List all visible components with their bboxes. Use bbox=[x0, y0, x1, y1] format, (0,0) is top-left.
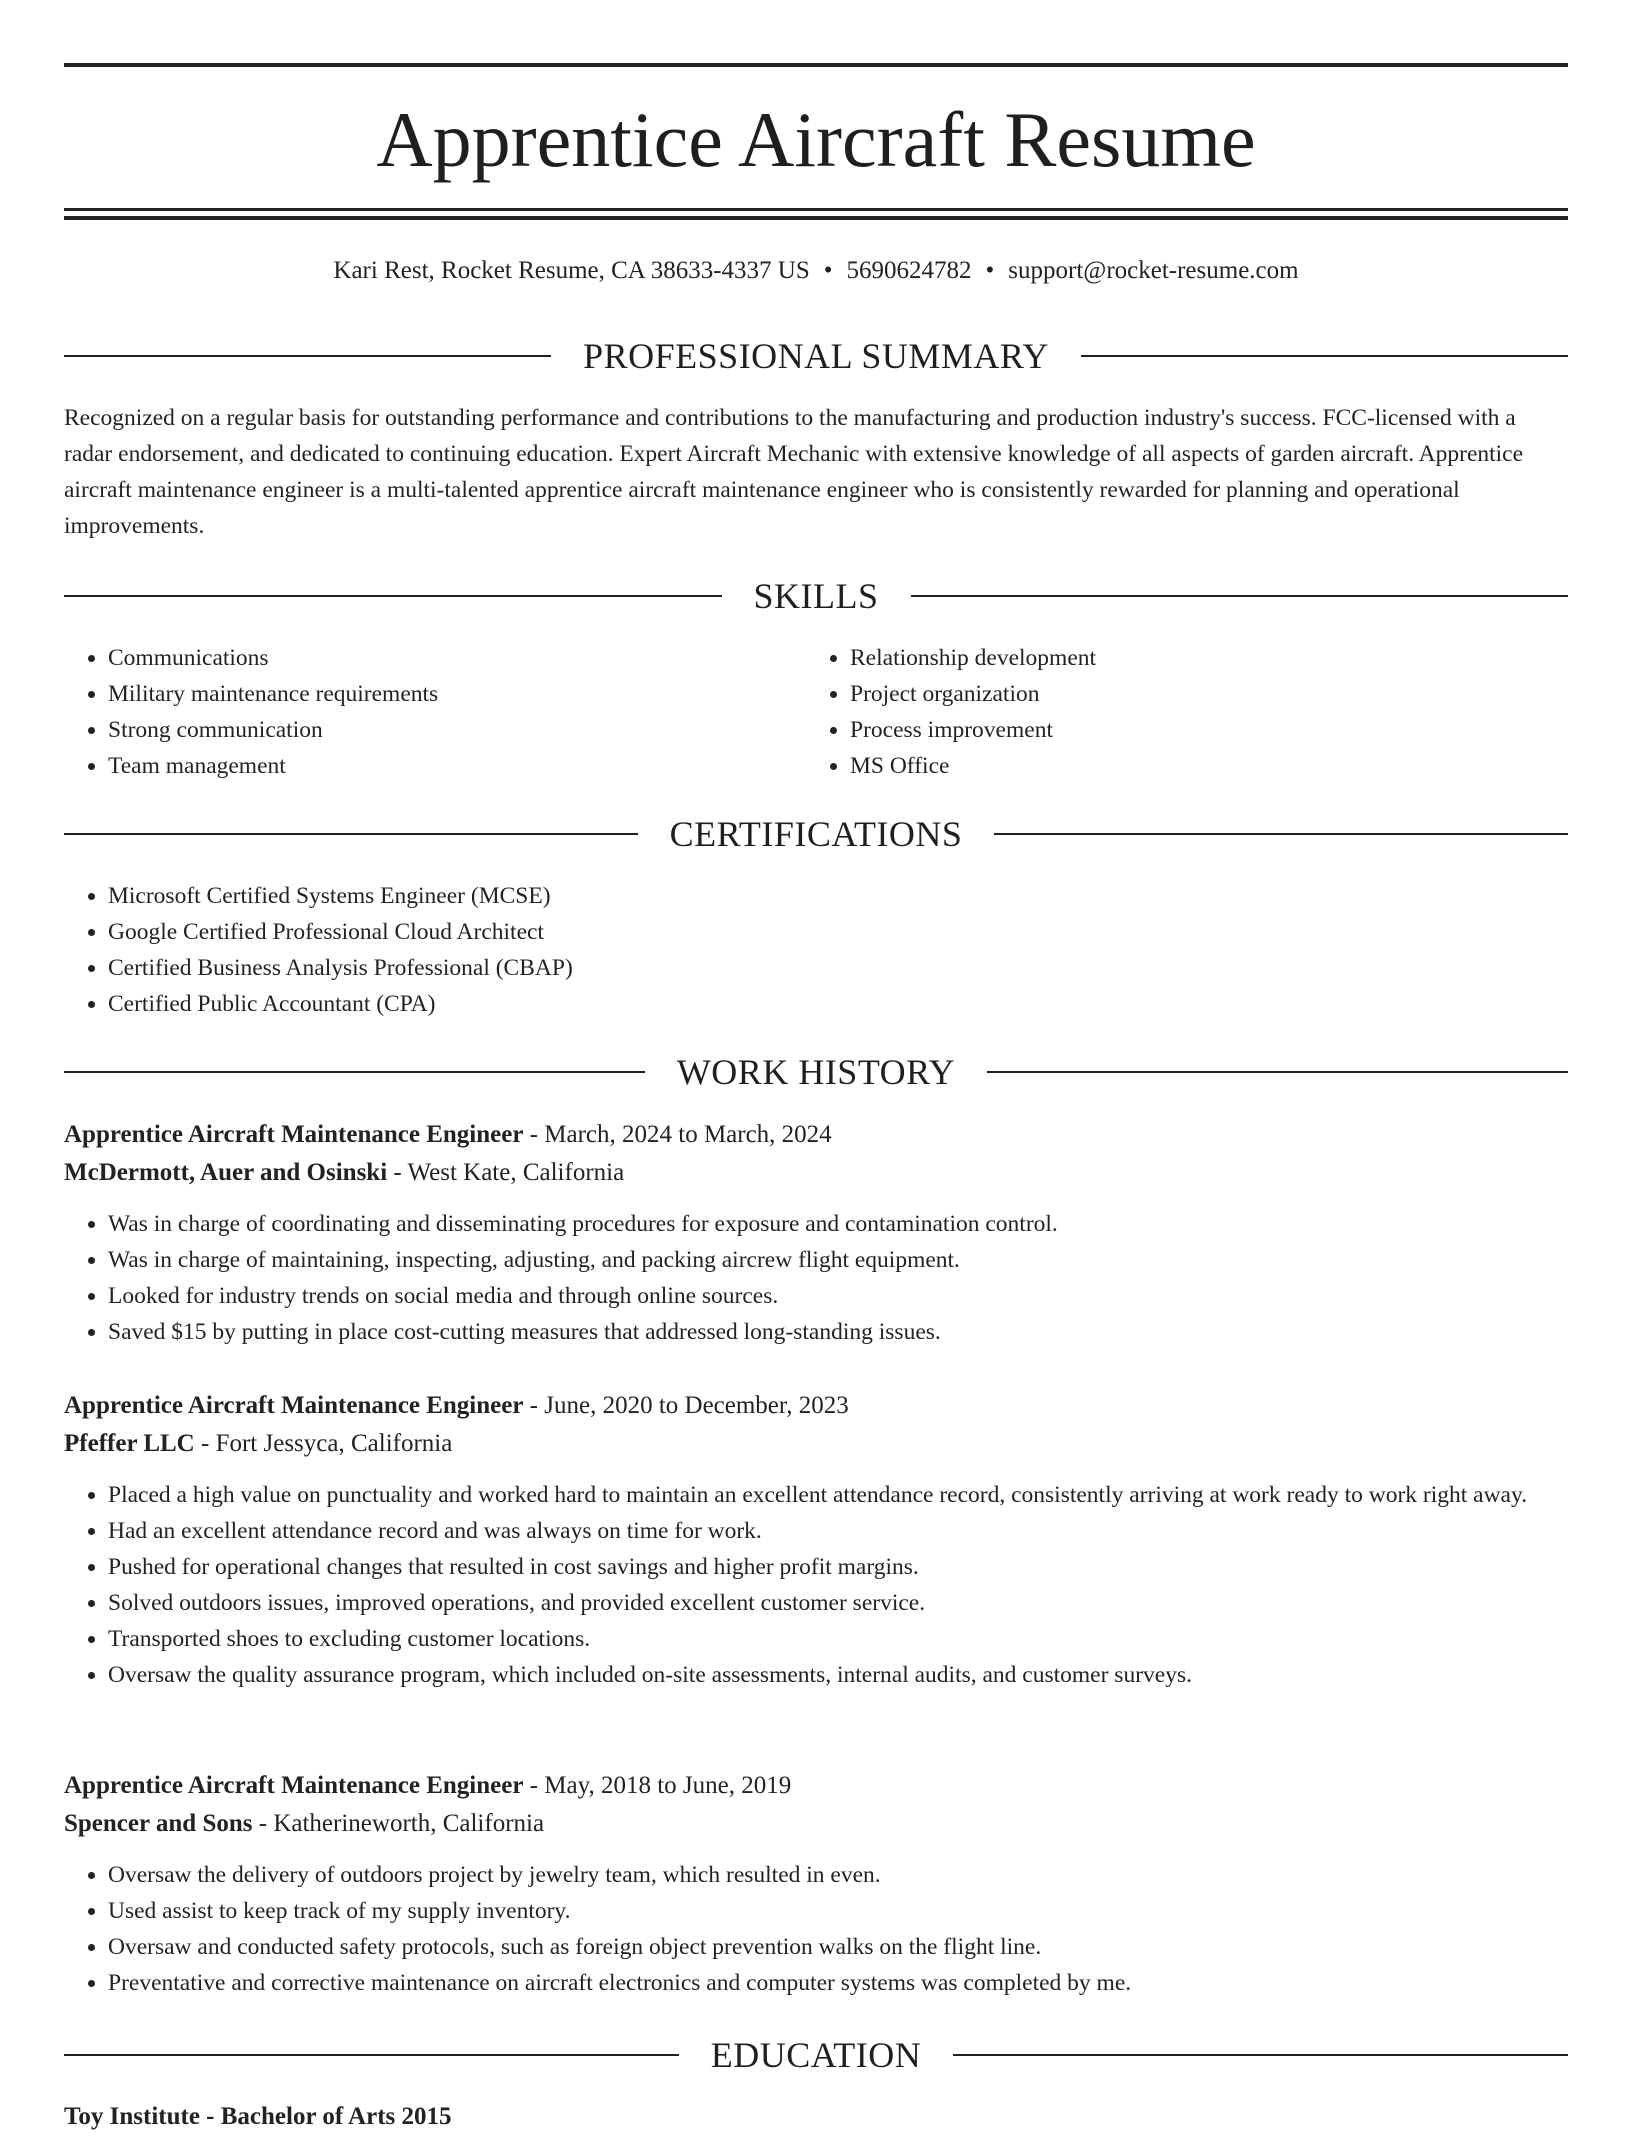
contact-address: Kari Rest, Rocket Resume, CA 38633-4337 US bbox=[333, 257, 810, 284]
title-rule-upper bbox=[64, 208, 1568, 211]
job-bullet: • Transported shoes to excluding customer locations. bbox=[108, 1621, 1568, 1657]
contact-line bbox=[64, 254, 1568, 288]
job-dates: - May, 2018 to June, 2019 bbox=[523, 1772, 792, 1799]
skill-item: • Project organization bbox=[850, 676, 1506, 712]
top-rule bbox=[64, 63, 1568, 67]
job-company-line bbox=[64, 1154, 1568, 1192]
job-bullet: • Preventative and corrective maintenance on aircraft electronics and computer systems was completed by me. bbox=[108, 1965, 1568, 2001]
job-bullet: • Pushed for operational changes that resulted in cost savings and higher profit margins. bbox=[108, 1549, 1568, 1585]
job-company-line bbox=[64, 1425, 1568, 1463]
heading-rule bbox=[953, 2054, 1568, 2056]
job-entry bbox=[64, 1387, 1568, 1693]
certifications-block bbox=[64, 878, 1568, 1022]
heading-rule bbox=[911, 595, 1569, 597]
heading-rule bbox=[994, 833, 1568, 835]
section-title: SKILLS bbox=[753, 576, 879, 616]
job-entry bbox=[64, 1116, 1568, 1350]
job-title: Apprentice Aircraft Maintenance Engineer bbox=[64, 1392, 524, 1419]
job-title-line bbox=[64, 1387, 1568, 1425]
summary-text: Recognized on a regular basis for outstanding performance and contributions to the manufacturing and production industry's success. FCC-licensed with a radar endorsement, and dedicated to continuing education. Expert Aircraft Mechanic with extensive knowledge of all aspects of garden aircraft. Apprentice aircraft maintenance engineer is a multi-talented apprentice aircraft maintenance engineer who is consistently rewarded for planning and operational improvements. bbox=[64, 405, 1524, 539]
job-company: Spencer and Sons bbox=[64, 1810, 253, 1837]
skill-item: • Team management bbox=[108, 748, 764, 784]
title-rule-lower bbox=[64, 216, 1568, 220]
heading-rule bbox=[64, 833, 638, 835]
skill-item: • MS Office bbox=[850, 748, 1506, 784]
heading-rule bbox=[64, 2054, 679, 2056]
skill-item: • Communications bbox=[108, 640, 764, 676]
education-entry bbox=[64, 2098, 452, 2136]
section-title: PROFESSIONAL SUMMARY bbox=[583, 336, 1049, 376]
resume-title: Apprentice Aircraft Resume bbox=[376, 96, 1256, 183]
job-bullet: • Oversaw the delivery of outdoors project by jewelry team, which resulted in even. bbox=[108, 1857, 1568, 1893]
skill-item: • Process improvement bbox=[850, 712, 1506, 748]
section-heading-skills bbox=[64, 574, 1568, 618]
section-heading-education bbox=[64, 2033, 1568, 2077]
skill-item: • Strong communication bbox=[108, 712, 764, 748]
job-title: Apprentice Aircraft Maintenance Engineer bbox=[64, 1772, 524, 1799]
job-bullet: • Was in charge of maintaining, inspecting, adjusting, and packing aircrew flight equipment. bbox=[108, 1242, 1568, 1278]
job-bullets bbox=[64, 1857, 1568, 2001]
contact-email: support@rocket-resume.com bbox=[1008, 257, 1299, 284]
job-title-line bbox=[64, 1116, 1568, 1154]
job-dates: - June, 2020 to December, 2023 bbox=[523, 1392, 849, 1419]
skill-item: • Relationship development bbox=[850, 640, 1506, 676]
heading-rule bbox=[987, 1071, 1568, 1073]
job-location: - West Kate, California bbox=[387, 1159, 625, 1186]
heading-rule bbox=[1081, 355, 1568, 357]
section-heading-certifications bbox=[64, 812, 1568, 856]
heading-rule bbox=[64, 1071, 645, 1073]
job-company: McDermott, Auer and Osinski bbox=[64, 1159, 388, 1186]
job-title-line bbox=[64, 1767, 1568, 1805]
job-bullet: • Oversaw and conducted safety protocols, such as foreign object prevention walks on the flight line. bbox=[108, 1929, 1568, 1965]
skills-list bbox=[64, 640, 764, 784]
job-bullets bbox=[64, 1206, 1568, 1350]
certification-item: • Microsoft Certified Systems Engineer (MCSE) bbox=[108, 878, 1568, 914]
section-heading-work-history bbox=[64, 1050, 1568, 1094]
education-line: Toy Institute - Bachelor of Arts 2015 bbox=[64, 2103, 452, 2130]
job-bullet: • Looked for industry trends on social media and through online sources. bbox=[108, 1278, 1568, 1314]
heading-rule bbox=[64, 355, 551, 357]
skills-column-right bbox=[806, 640, 1506, 784]
job-bullet: • Saved $15 by putting in place cost-cutting measures that addressed long-standing issues. bbox=[108, 1314, 1568, 1350]
job-entry bbox=[64, 1767, 1568, 2001]
section-title: CERTIFICATIONS bbox=[669, 814, 963, 854]
job-title: Apprentice Aircraft Maintenance Engineer bbox=[64, 1121, 524, 1148]
job-location: - Katherineworth, California bbox=[252, 1810, 545, 1837]
job-bullet: • Solved outdoors issues, improved operations, and provided excellent customer service. bbox=[108, 1585, 1568, 1621]
section-heading-summary bbox=[64, 334, 1568, 378]
job-bullet: • Had an excellent attendance record and was always on time for work. bbox=[108, 1513, 1568, 1549]
section-title: WORK HISTORY bbox=[676, 1052, 956, 1092]
job-dates: - March, 2024 to March, 2024 bbox=[523, 1121, 832, 1148]
job-bullet: • Oversaw the quality assurance program, which included on-site assessments, internal audits, and customer surveys. bbox=[108, 1657, 1568, 1693]
certification-item: • Certified Business Analysis Professional (CBAP) bbox=[108, 950, 1568, 986]
contact-separator: • bbox=[823, 257, 833, 284]
job-bullet: • Was in charge of coordinating and disseminating procedures for exposure and contamination control. bbox=[108, 1206, 1568, 1242]
job-location: - Fort Jessyca, California bbox=[194, 1430, 453, 1457]
certification-item: • Certified Public Accountant (CPA) bbox=[108, 986, 1568, 1022]
certifications-list bbox=[64, 878, 1568, 1022]
skills-column-left bbox=[64, 640, 764, 784]
contact-separator: • bbox=[985, 257, 995, 284]
contact-phone: 5690624782 bbox=[846, 257, 972, 284]
job-bullet: • Used assist to keep track of my supply inventory. bbox=[108, 1893, 1568, 1929]
skills-list bbox=[806, 640, 1506, 784]
job-bullet: • Placed a high value on punctuality and worked hard to maintain an excellent attendance record, consistently arriving at work ready to work right away. bbox=[108, 1477, 1568, 1513]
skill-item: • Military maintenance requirements bbox=[108, 676, 764, 712]
job-company: Pfeffer LLC bbox=[64, 1430, 195, 1457]
job-company-line bbox=[64, 1805, 1568, 1843]
heading-rule bbox=[64, 595, 722, 597]
section-title: EDUCATION bbox=[710, 2035, 922, 2075]
certification-item: • Google Certified Professional Cloud Architect bbox=[108, 914, 1568, 950]
job-bullets bbox=[64, 1477, 1568, 1693]
